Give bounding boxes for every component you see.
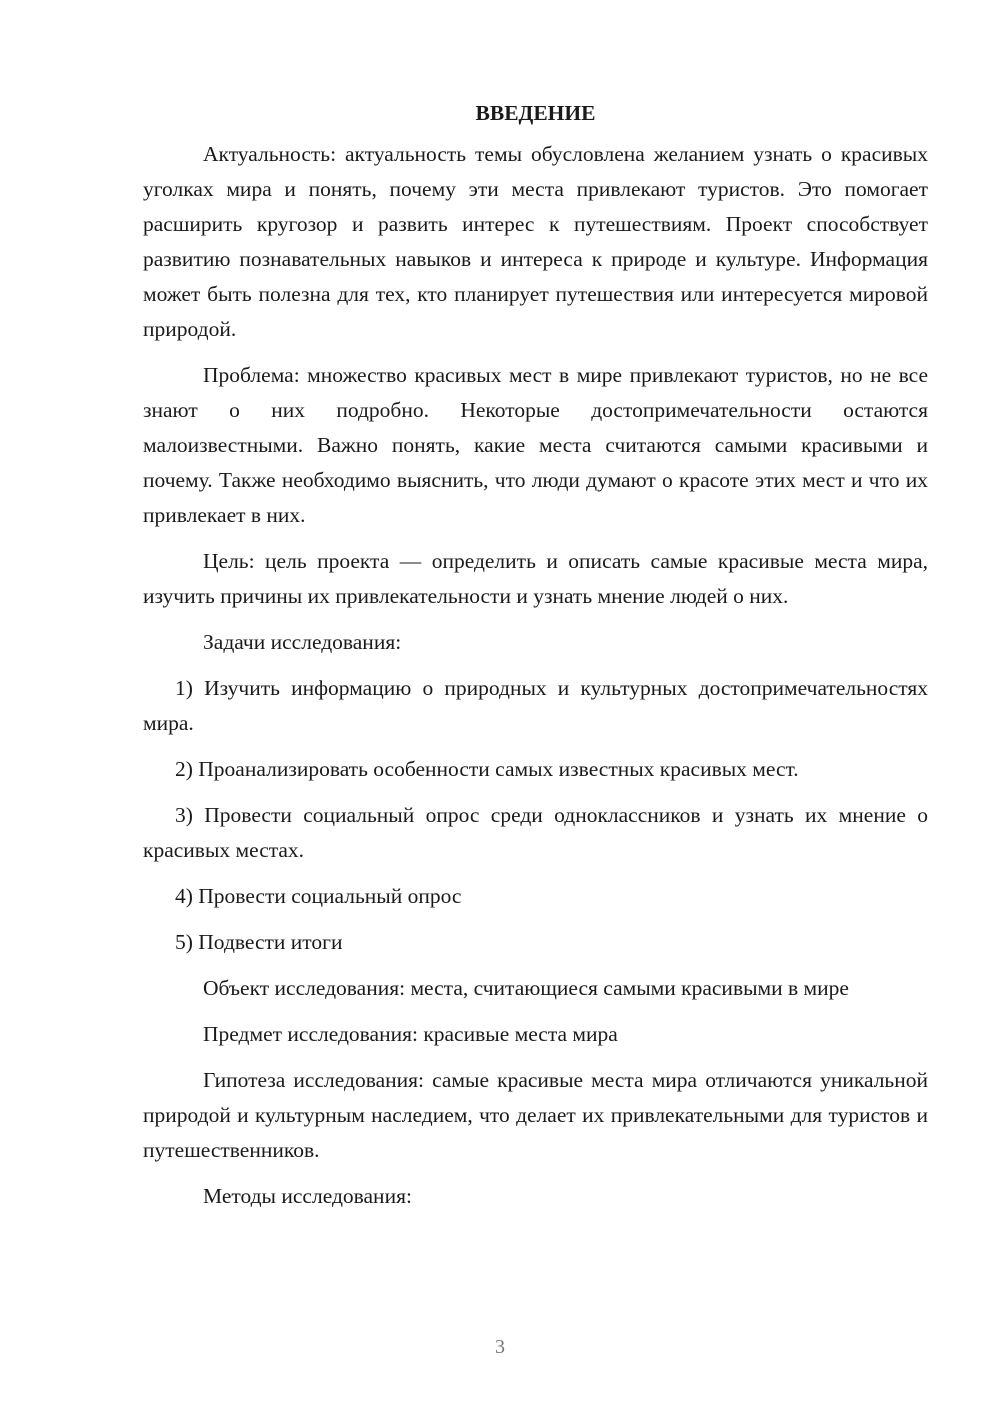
task-item-3: 3) Провести социальный опрос среди одноклассников и узнать их мнение о красивых местах. xyxy=(143,803,928,862)
task-item-1: 1) Изучить информацию о природных и культурных достопримечательностях мира. xyxy=(143,676,928,735)
hypothesis-paragraph: Гипотеза исследования: самые красивые места мира отличаются уникальной природой и культурным наследием, что делает их привлекательными для туристов и путешественников. xyxy=(143,1068,928,1162)
methods-paragraph: Методы исследования: xyxy=(203,1184,412,1208)
tasks-heading: Задачи исследования: xyxy=(203,630,402,654)
problem-paragraph: Проблема: множество красивых мест в мире привлекают туристов, но не все знают о них подробно. Некоторые достопримечательности остаются малоизвестными. Важно понять, какие места считаются самыми красивыми и почему. Также необходимо выяснить, что люди думают о красоте этих мест и что их привлекает в них. xyxy=(143,363,928,527)
task-item-4: 4) Провести социальный опрос xyxy=(175,884,462,908)
goal-paragraph: Цель: цель проекта — определить и описать самые красивые места мира, изучить причины их привлекательности и узнать мнение людей о них. xyxy=(143,549,928,608)
object-paragraph: Объект исследования: места, считающиеся самыми красивыми в мире xyxy=(203,976,849,1000)
page-number: 3 xyxy=(495,1336,505,1358)
task-item-2: 2) Проанализировать особенности самых известных красивых мест. xyxy=(175,757,799,781)
subject-paragraph: Предмет исследования: красивые места мира xyxy=(203,1022,618,1046)
page-title: ВВЕДЕНИЕ xyxy=(475,101,596,125)
task-item-5: 5) Подвести итоги xyxy=(175,930,343,954)
relevance-paragraph: Актуальность: актуальность темы обусловлена желанием узнать о красивых уголках мира и понять, почему эти места привлекают туристов. Это помогает расширить кругозор и развить интерес к путешествиям. Проект способствует развитию познавательных навыков и интереса к природе и культуре. Информация может быть полезна для тех, кто планирует путешествия или интересуется мировой природой. xyxy=(143,142,928,341)
